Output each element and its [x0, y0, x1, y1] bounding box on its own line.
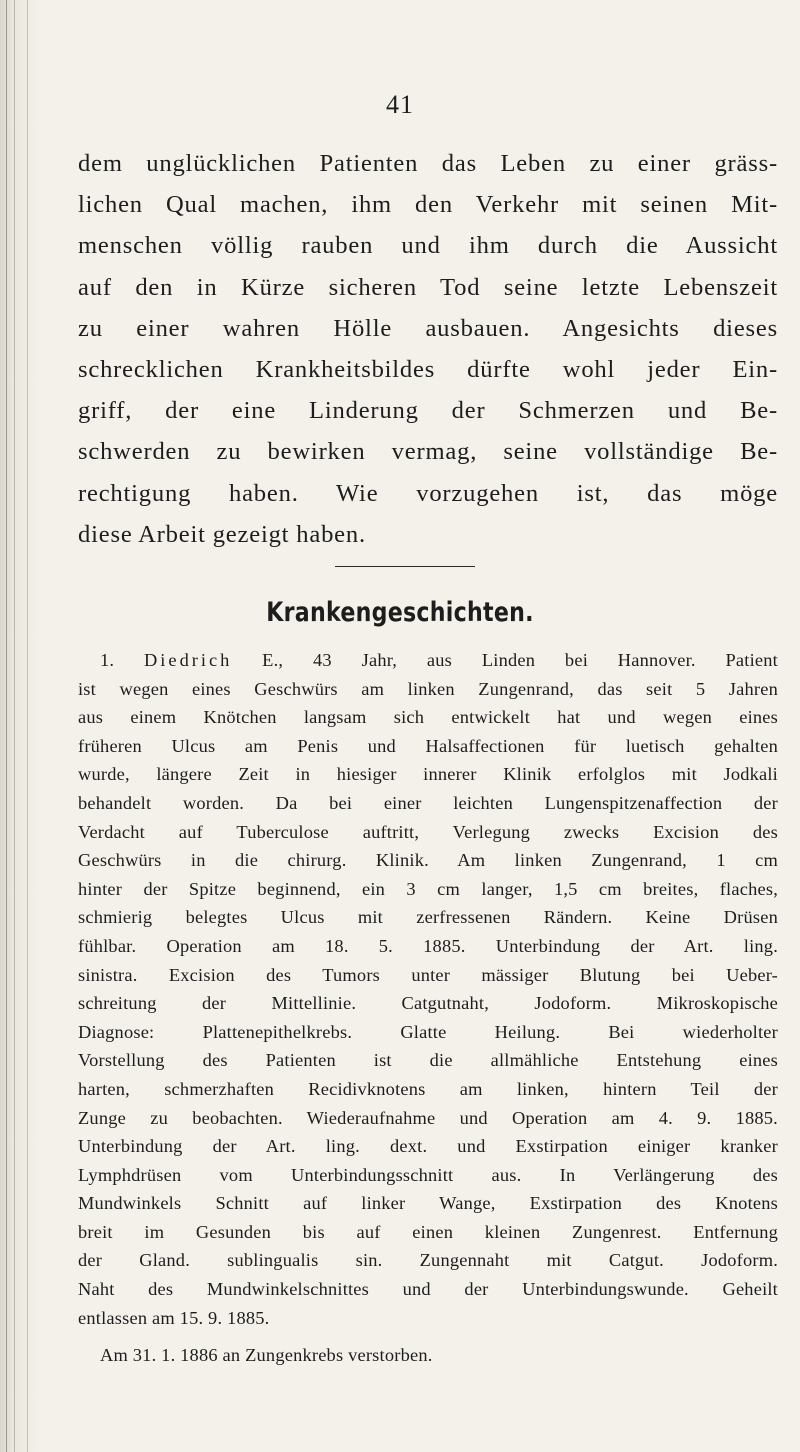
section-title: Krankengeschichten. [266, 597, 534, 628]
case-line: Zunge zu beobachten. Wiederaufnahme und Operation am 4. 9. 1885. [78, 1107, 778, 1128]
gutter-line [6, 0, 7, 1452]
case-line: behandelt worden. Da bei einer leichten Lungenspitzenaffection der [78, 792, 778, 813]
case-line: sinistra. Excision des Tumors unter mässiger Blutung bei Ueber- [78, 964, 778, 985]
text-line: lichen Qual machen, ihm den Verkehr mit seinen Mit- [78, 191, 778, 219]
case-line: Lymphdrüsen vom Unterbindungsschnitt aus. In Verlängerung des [78, 1164, 778, 1185]
case-line: breit im Gesunden bis auf einen kleinen Zungenrest. Entfernung [78, 1221, 778, 1242]
gutter-line [27, 0, 28, 1452]
text-line: dem unglücklichen Patienten das Leben zu einer gräss- [78, 150, 778, 177]
intro-paragraph [78, 143, 778, 555]
case-line: Naht des Mundwinkelschnittes und der Unterbindungswunde. Geheilt [78, 1279, 778, 1300]
case-line: ist wegen eines Geschwürs am linken Zungenrand, das seit 5 Jahren [78, 678, 778, 699]
case-first-line-rest: E., 43 Jahr, aus Linden bei Hannover. Patient [262, 650, 778, 670]
case-line: früheren Ulcus am Penis und Halsaffectionen für luetisch gehalten [78, 735, 778, 756]
case-closing-note: Am 31. 1. 1886 an Zungenkrebs verstorben. [100, 1345, 433, 1365]
text-line: schwerden zu bewirken vermag, seine vollständige Be- [78, 438, 778, 466]
case-line: Diagnose: Plattenepithelkrebs. Glatte Heilung. Bei wiederholter [78, 1021, 778, 1042]
section-divider [335, 566, 475, 567]
text-line: menschen völlig rauben und ihm durch die Aussicht [78, 232, 778, 260]
case-report-1 [78, 646, 778, 1332]
page-number: 41 [386, 90, 414, 119]
case-line: Mundwinkels Schnitt auf linker Wange, Exstirpation des Knotens [78, 1193, 778, 1214]
case-line: Vorstellung des Patienten ist die allmähliche Entstehung eines [78, 1050, 778, 1071]
book-gutter [0, 0, 40, 1452]
case-line: Unterbindung der Art. ling. dext. und Exstirpation einiger kranker [78, 1136, 778, 1157]
patient-name: Diedrich [144, 650, 233, 670]
text-line: schrecklichen Krankheitsbildes dürfte wohl jeder Ein- [78, 355, 778, 383]
text-line: diese Arbeit gezeigt haben. [78, 520, 366, 548]
text-line: rechtigung haben. Wie vorzugehen ist, das möge [78, 479, 778, 507]
case-line: der Gland. sublingualis sin. Zungennaht mit Catgut. Jodoform. [78, 1250, 778, 1271]
text-line: zu einer wahren Hölle ausbauen. Angesichts dieses [78, 314, 778, 342]
case-line: aus einem Knötchen langsam sich entwickelt hat und wegen eines [78, 707, 778, 728]
case-first-line [78, 646, 778, 675]
case-line: entlassen am 15. 9. 1885. [78, 1307, 270, 1328]
gutter-line [14, 0, 15, 1452]
case-line: schmierig belegtes Ulcus mit zerfressenen Rändern. Keine Drüsen [78, 907, 778, 928]
text-line: griff, der eine Linderung der Schmerzen und Be- [78, 397, 778, 425]
case-line: harten, schmerzhaften Recidivknotens am linken, hintern Teil der [78, 1078, 778, 1099]
case-line: Geschwürs in die chirurg. Klinik. Am linken Zungenrand, 1 cm [78, 850, 778, 871]
case-number: 1. [100, 650, 115, 670]
case-line: hinter der Spitze beginnend, ein 3 cm langer, 1,5 cm breites, flaches, [78, 878, 778, 899]
case-line: Verdacht auf Tuberculose auftritt, Verlegung zwecks Excision des [78, 821, 778, 842]
case-line: schreitung der Mittellinie. Catgutnaht, Jodoform. Mikroskopische [78, 993, 778, 1014]
case-line: wurde, längere Zeit in hiesiger innerer Klinik erfolglos mit Jodkali [78, 764, 778, 785]
text-line: auf den in Kürze sicheren Tod seine letzte Lebenszeit [78, 273, 778, 301]
case-line: fühlbar. Operation am 18. 5. 1885. Unterbindung der Art. ling. [78, 935, 778, 956]
